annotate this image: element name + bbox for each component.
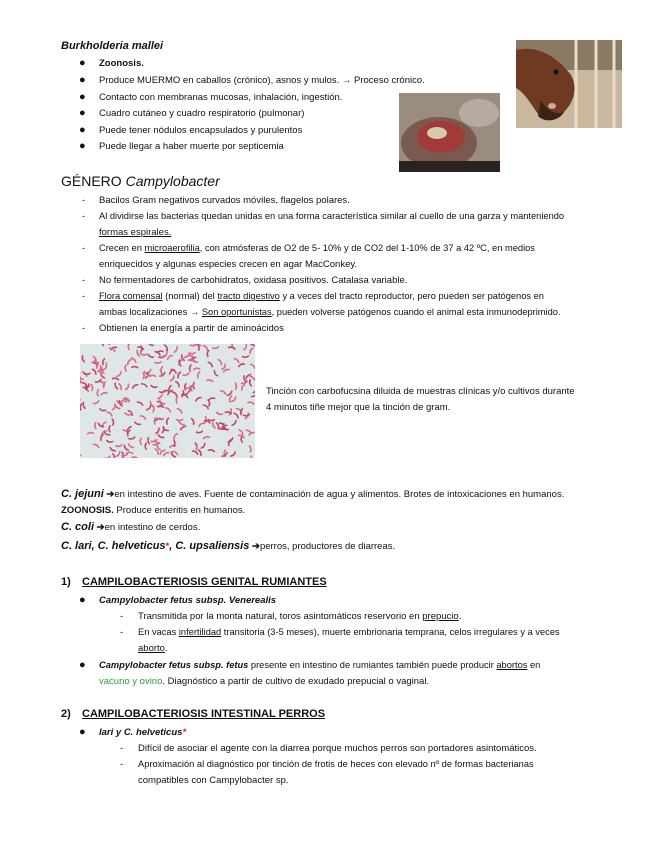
bullet-icon: ●: [79, 659, 86, 671]
sec2-d1: Difícil de asociar el agente con la diarrea porque muchos perros son portadores asintomáticos.: [138, 743, 537, 754]
sec1-fetus: Campylobacter fetus subsp. fetus presente en intestino de rumiantes también puede producir abortos en: [99, 660, 541, 670]
dash-icon: -: [82, 243, 86, 254]
dash-icon: -: [120, 743, 124, 754]
genero-bullet: Bacilos Gram negativos curvados móviles, flagelos polares.: [99, 195, 350, 206]
bullet-icon: ●: [79, 74, 86, 86]
sec2-d2: Aproximación al diagnóstico por tinción de frotis de heces con elevado nº de formas bacterianas: [138, 759, 534, 769]
species-group: C. lari, C. helveticus*, C. upsaliensis ➔perros, productores de diarreas.: [61, 540, 396, 552]
dash-icon: -: [120, 611, 124, 622]
bullet-icon: ●: [79, 107, 86, 119]
genero-title: GÉNERO Campylobacter: [61, 173, 220, 189]
species-zoonosis: ZOONOSIS. Produce enteritis en humanos.: [61, 505, 246, 516]
arrow-icon: ➔: [251, 541, 260, 552]
sec1-venerealis: Campylobacter fetus subsp. Venerealis: [99, 595, 277, 606]
burk-item: Puede tener nódulos encapsulados y purulentos: [99, 125, 303, 136]
arrow-icon: ➔: [106, 489, 115, 500]
stain-caption: Tinción con carbofucsina diluida de muestras clínicas y/o cultivos durante: [266, 386, 575, 397]
burk-item: Cuadro cutáneo y cuadro respiratorio (pulmonar): [99, 108, 305, 119]
dash-icon: -: [82, 275, 86, 286]
bullet-icon: ●: [79, 124, 86, 136]
bullet-icon: ●: [79, 91, 86, 103]
dash-icon: -: [120, 759, 124, 770]
genero-bullet-cont: formas espirales.: [99, 227, 172, 238]
stain-caption-cont: 4 minutos tiñe mejor que la tinción de gram.: [266, 402, 451, 413]
genero-bullet: Al dividirse las bacterias quedan unidas en una forma característica similar al cuello de una garza y manteniendo: [99, 211, 565, 221]
stain-micrograph: [80, 344, 255, 458]
horse-photo: [516, 40, 622, 128]
species-coli: C. coli ➔en intestino de cerdos.: [61, 521, 201, 533]
dash-icon: -: [120, 627, 124, 638]
bullet-icon: ●: [79, 726, 86, 738]
bullet-icon: ●: [79, 57, 86, 69]
genero-bullet: No fermentadores de carbohidratos, oxidasa positivos. Catalasa variable.: [99, 275, 408, 286]
species-jejuni: C. jejuni ➔en intestino de aves. Fuente de contaminación de agua y alimentos. Brotes de intoxicaciones en humanos.: [61, 488, 565, 500]
sec1-num: 1): [61, 576, 71, 588]
dash-icon: -: [82, 195, 86, 206]
lesion-photo: [399, 93, 500, 172]
sec1-v1: Transmitida por la monta natural, toros asintomáticos reservorio en prepucio.: [138, 611, 462, 622]
genero-bullet: Flora comensal (normal) del tracto digestivo y a veces del tracto reproductor, pero pueden ser patógenos en: [99, 291, 544, 301]
burk-item: Puede llegar a haber muerte por septicemia: [99, 141, 284, 152]
bullet-icon: ●: [79, 594, 86, 606]
burk-title: Burkholderia mallei: [61, 40, 164, 52]
sec1-fetus-cont: vacuno y ovino. Diagnóstico a partir de cultivo de exudado prepucial o vaginal.: [99, 676, 430, 687]
dash-icon: -: [82, 323, 86, 334]
genero-bullet-cont: ambas localizaciones → Son oportunistas, pueden volverse patógenos cuando el animal esta inmunodeprimido.: [99, 307, 561, 317]
sec2-d2-cont: compatibles con Campylobacter sp.: [138, 775, 289, 786]
dash-icon: -: [82, 291, 86, 302]
burk-item: Zoonosis.: [99, 58, 144, 69]
sec2-title: CAMPILOBACTERIOSIS INTESTINAL PERROS: [82, 708, 326, 720]
sec2-num: 2): [61, 708, 71, 720]
dash-icon: -: [82, 211, 86, 222]
sec2-sub: lari y C. helveticus*: [99, 727, 187, 738]
genero-bullet-cont: enriquecidos y algunas especies crecen en agar MacConkey.: [99, 259, 358, 270]
burk-item: Contacto con membranas mucosas, inhalación, ingestión.: [99, 92, 343, 103]
sec1-v2: En vacas infertilidad transitoria (3-5 meses), muerte embrionaria temprana, celos irregulares y a veces: [138, 627, 560, 637]
genero-bullet: Obtienen la energía a partir de aminoácidos: [99, 323, 284, 334]
sec1-title: CAMPILOBACTERIOSIS GENITAL RUMIANTES: [82, 576, 327, 588]
genero-bullet: Crecen en microaerofilia, con atmósferas de O2 de 5- 10% y de CO2 del 1-10% de 37 a 42 ºC, en medios: [99, 243, 535, 253]
bullet-icon: ●: [79, 140, 86, 152]
sec1-v2-cont: aborto.: [138, 643, 168, 654]
burk-item: Produce MUERMO en caballos (crónico), asnos y mulos. → Proceso crónico.: [99, 75, 425, 86]
arrow-icon: ➔: [96, 522, 105, 533]
